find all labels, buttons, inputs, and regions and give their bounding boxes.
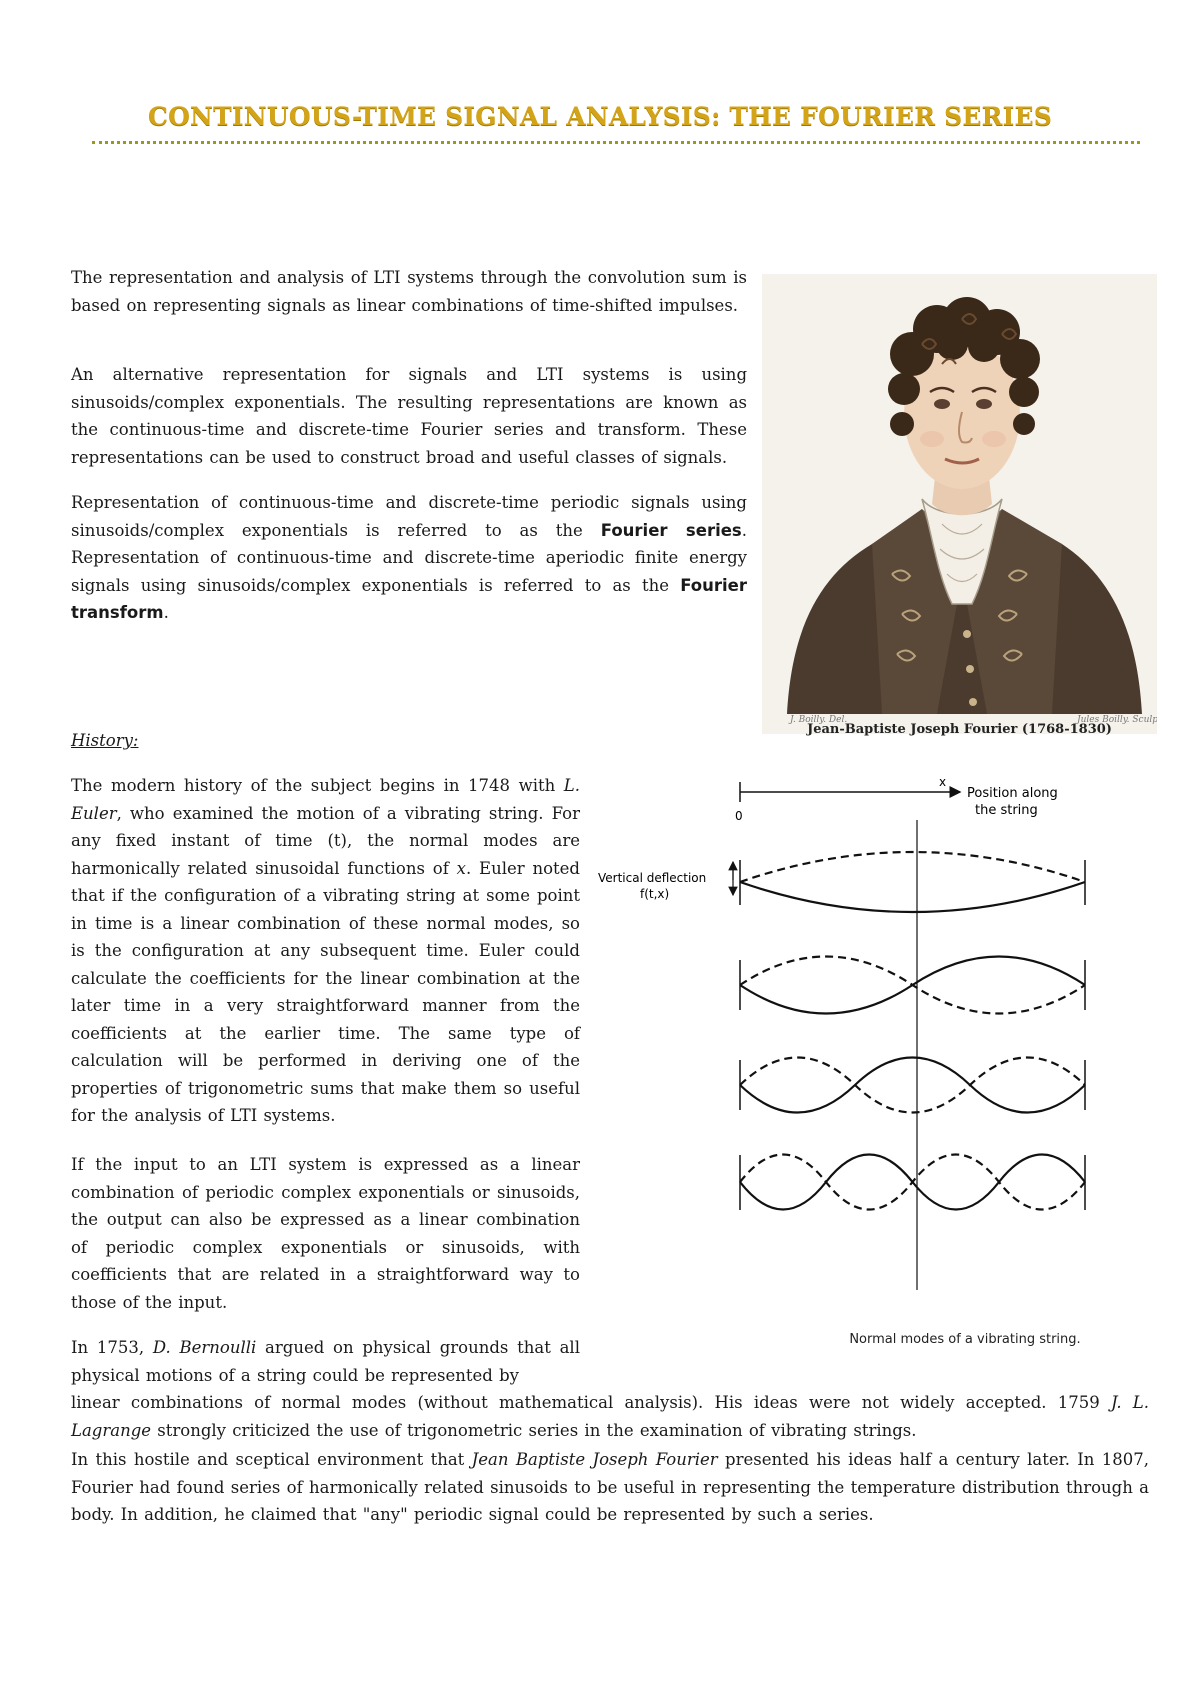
mode1-dashed [740, 852, 1085, 882]
page-title: CONTINUOUS-TIME SIGNAL ANALYSIS: THE FOURIER SERIES [147, 102, 1053, 131]
diagram-caption: Normal modes of a vibrating string. [849, 1332, 1081, 1347]
mode3-solid [740, 1058, 1085, 1113]
intro-paragraph-2: An alternative representation for signals and LTI systems is using sinusoids/complex exponentials. The resulting representations are known as the continuous-time and discrete-time Fourier series and transform. These representations can be used to construct broad and useful classes of signals. [71, 365, 747, 467]
x-label: x [939, 775, 947, 789]
origin-label: 0 [735, 809, 743, 823]
mode1-solid [740, 882, 1085, 912]
fourier-portrait-drawing [762, 274, 1157, 734]
engraver-signature-left: J. Boilly. Del. [790, 715, 848, 725]
term-fourier-series: Fourier series [600, 520, 742, 540]
term-fourier-transform: Fourier transform [71, 575, 747, 622]
history-heading: History: [71, 731, 139, 750]
deflection-label-line2: f(t,x) [640, 887, 670, 901]
portrait-caption: Jean-Baptiste Joseph Fourier (1768-1830) [807, 722, 1112, 737]
intro-paragraph-3: Representation of continuous-time and discrete-time periodic signals using sinusoids/complex exponentials is referred to as the Fourier series. Representation of continuous-time and discrete-time aperiodic finite energy signals using sinusoids/complex exponentials is referred to as the Fourier transform. [71, 493, 748, 622]
mode4-solid [740, 1155, 1085, 1210]
vibrating-string-diagram [595, 770, 1100, 1300]
deflection-label-line1: Vertical deflection [598, 871, 707, 885]
position-label-line1: Position along [967, 786, 1058, 801]
history-paragraph-1: The modern history of the subject begins in 1748 with L. Euler, who examined the motion of a vibrating string. For any fixed instant of time (t), the normal modes are harmonically related sinusoidal functions of x. Euler noted that if the configuration of a vibrating string at some point in time is a linear combination of these normal modes, so is the configuration at any subsequent time. Euler could calculate the coefficients for the linear combination at the later time in a very straightforward manner from the coefficients at the earlier time. The same type of calculation will be performed in deriving one of the properties of trigonometric sums that make them so useful for the analysis of LTI systems. [71, 776, 580, 1125]
title-underline [92, 141, 1140, 144]
fourier-portrait [762, 274, 1157, 734]
mode2-solid [740, 957, 1085, 1014]
history-paragraph-4: linear combinations of normal modes (without mathematical analysis). His ideas were not widely accepted. 1759 J. L. Lagrange strongly criticized the use of trigonometric series in the examination of vibrating strings. [71, 1393, 1150, 1440]
history-paragraph-2: If the input to an LTI system is expressed as a linear combination of periodic complex exponentials or sinusoids, the output can also be expressed as a linear combination of periodic complex exponentials or sinusoids, with coefficients that are related in a straightforward way to those of the input. [71, 1155, 580, 1312]
engraver-signature-right: Jules Boilly. Sculp. [1077, 715, 1157, 725]
history-paragraph-3: In 1753, D. Bernoulli argued on physical grounds that all physical motions of a string could be represented by [71, 1338, 580, 1385]
intro-paragraph-1: The representation and analysis of LTI systems through the convolution sum is based on representing signals as linear combinations of time-shifted impulses. [71, 268, 747, 315]
history-paragraph-5: In this hostile and sceptical environment that Jean Baptiste Joseph Fourier presented his ideas half a century later. In 1807, Fourier had found series of harmonically related sinusoids to be useful in representing the temperature distribution through a body. In addition, he claimed that "any" periodic signal could be represented by such a series. [71, 1450, 1150, 1524]
position-label-line2: the string [975, 803, 1038, 818]
mode3-dashed [740, 1058, 1085, 1113]
